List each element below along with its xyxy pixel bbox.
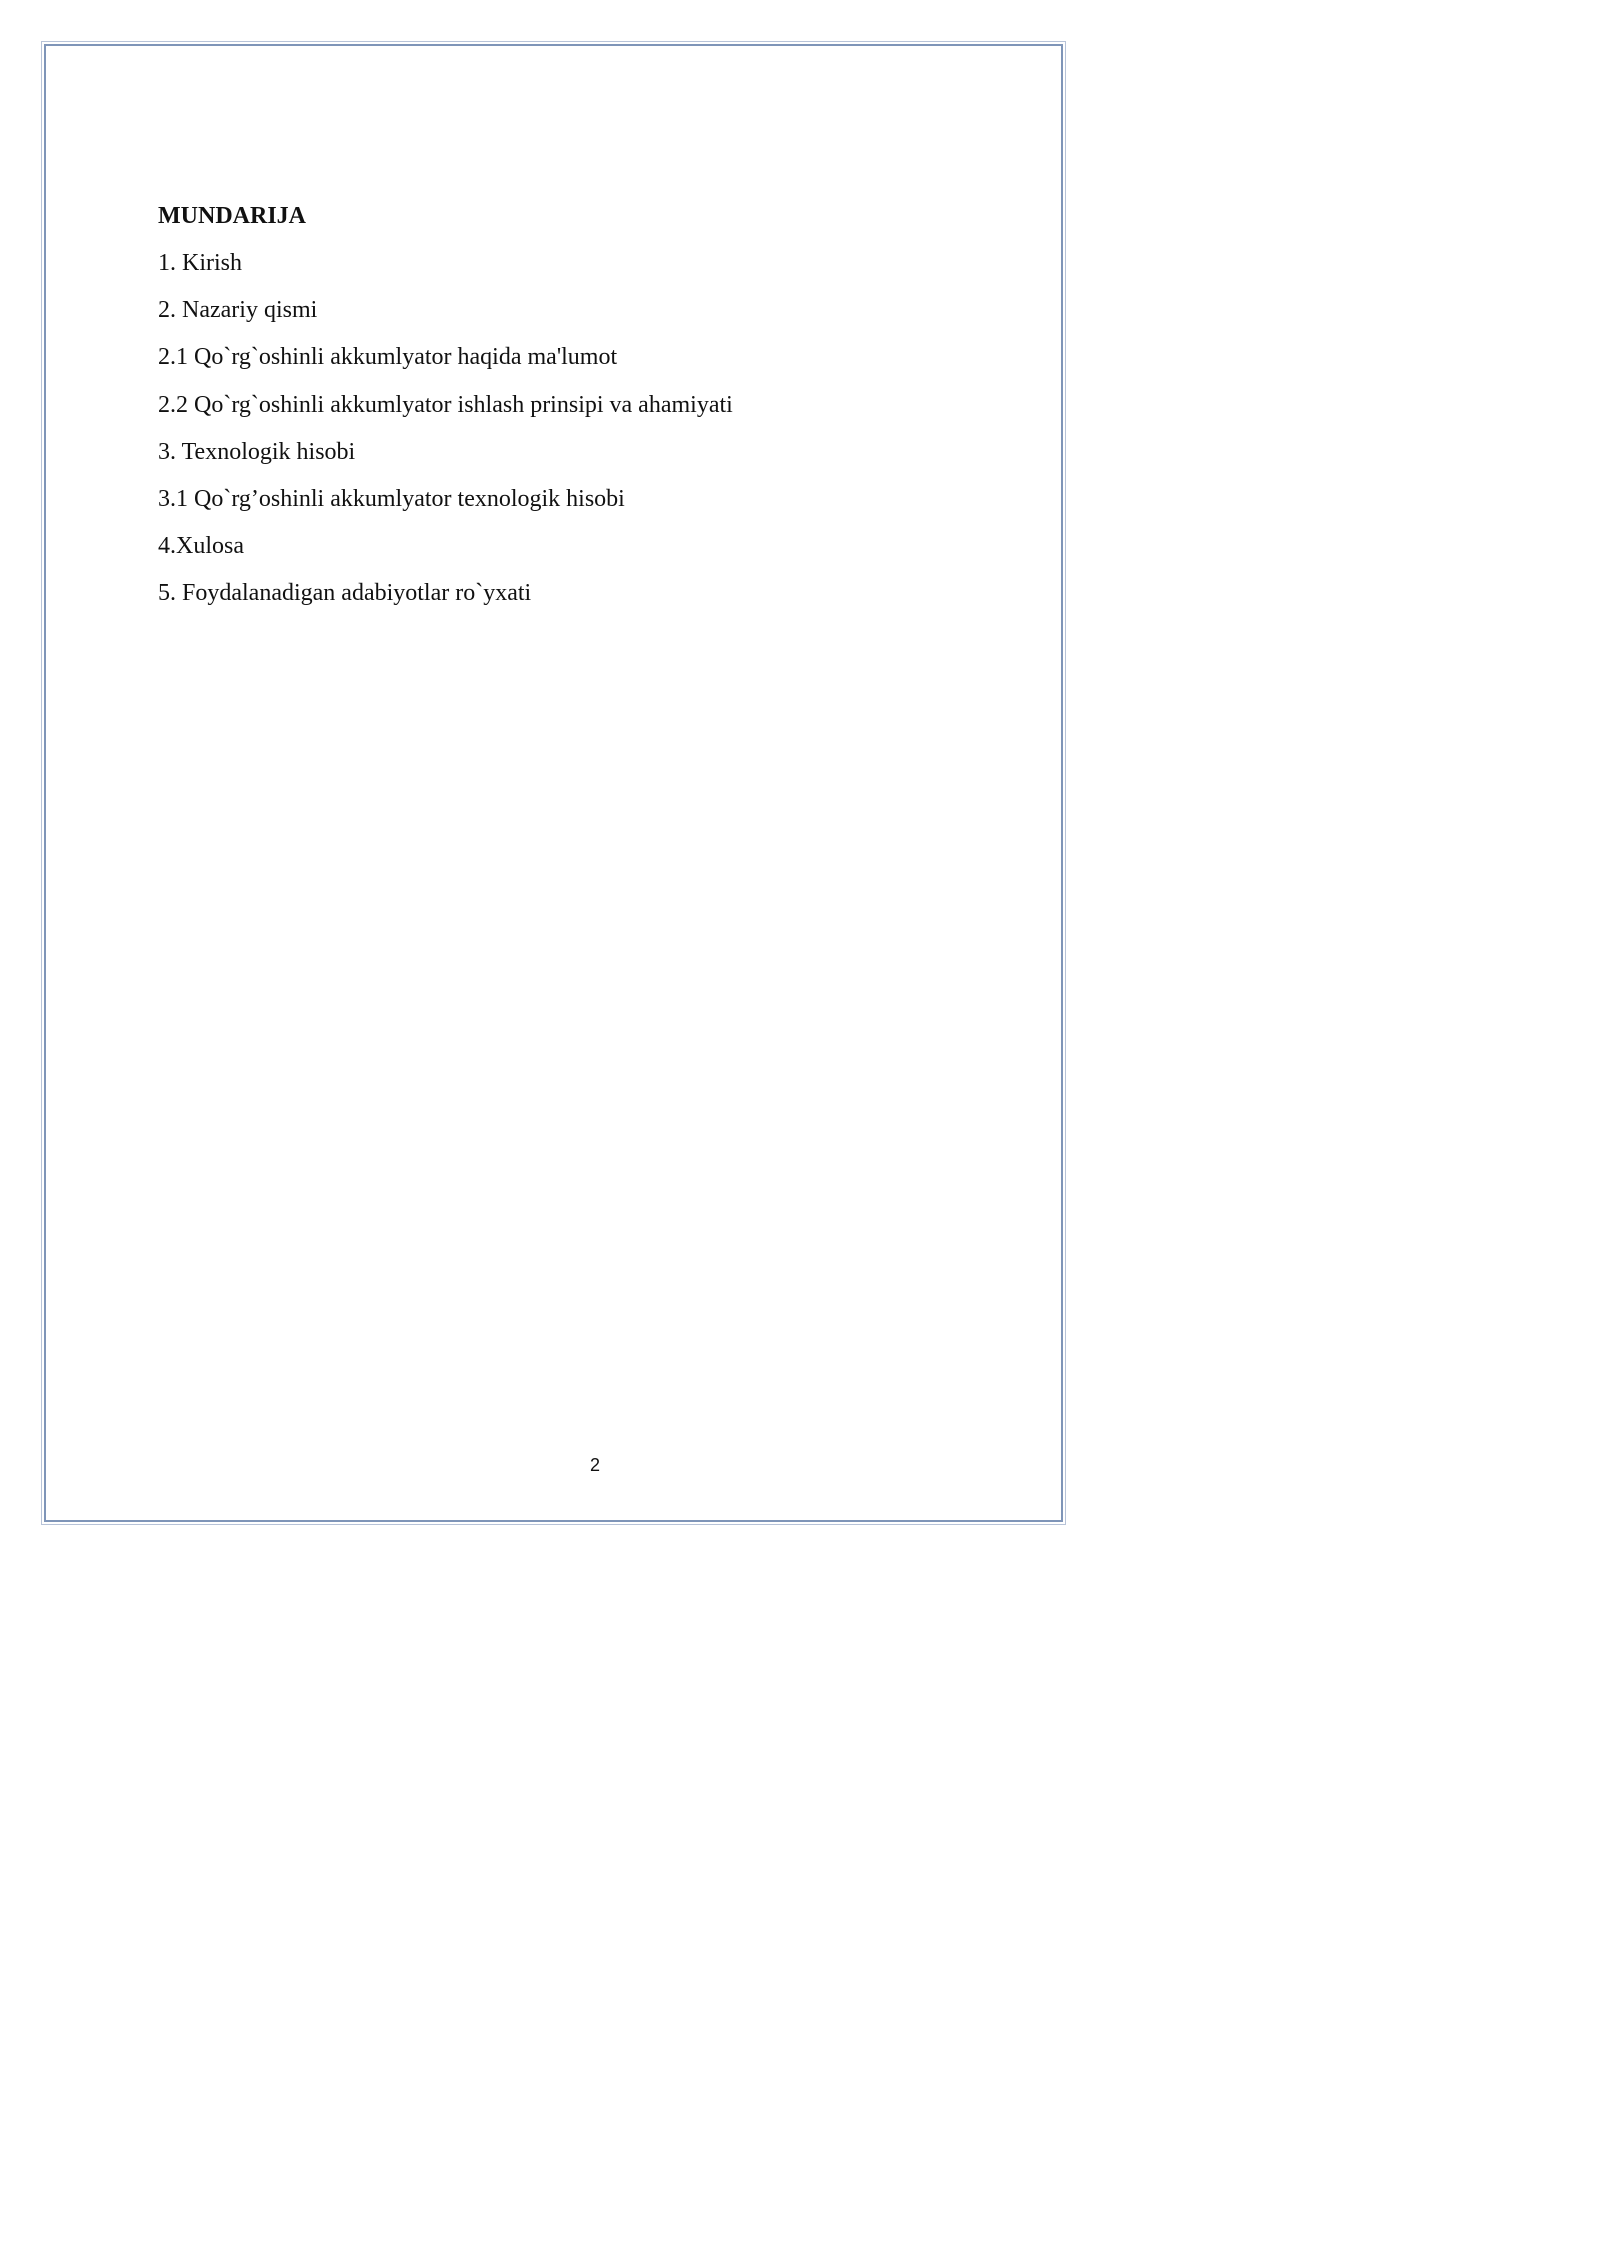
toc-title: MUNDARIJA bbox=[158, 203, 306, 229]
table-of-contents bbox=[158, 197, 1018, 622]
toc-item-adabiyotlar: 5. Foydalanadigan adabiyotlar ro`yxati bbox=[158, 580, 532, 607]
toc-item-texnologik-hisobi: 3. Texnologik hisobi bbox=[158, 438, 356, 465]
toc-item-ishlash-prinsipi: 2.2 Qo`rg`oshinli akkumlyator ishlash prinsipi va ahamiyati bbox=[158, 391, 733, 418]
toc-item-akkumlyator-malumot: 2.1 Qo`rg`oshinli akkumlyator haqida ma'lumot bbox=[158, 344, 618, 371]
toc-item-kirish: 1. Kirish bbox=[158, 250, 242, 276]
toc-list bbox=[158, 244, 1018, 622]
toc-item-xulosa: 4.Xulosa bbox=[158, 533, 244, 560]
page-number: 2 bbox=[589, 1455, 600, 1475]
toc-item-nazariy-qismi: 2. Nazariy qismi bbox=[158, 297, 318, 324]
toc-item-akkumlyator-texnologik-hisobi: 3.1 Qo`rg’oshinli akkumlyator texnologik hisobi bbox=[158, 485, 625, 512]
